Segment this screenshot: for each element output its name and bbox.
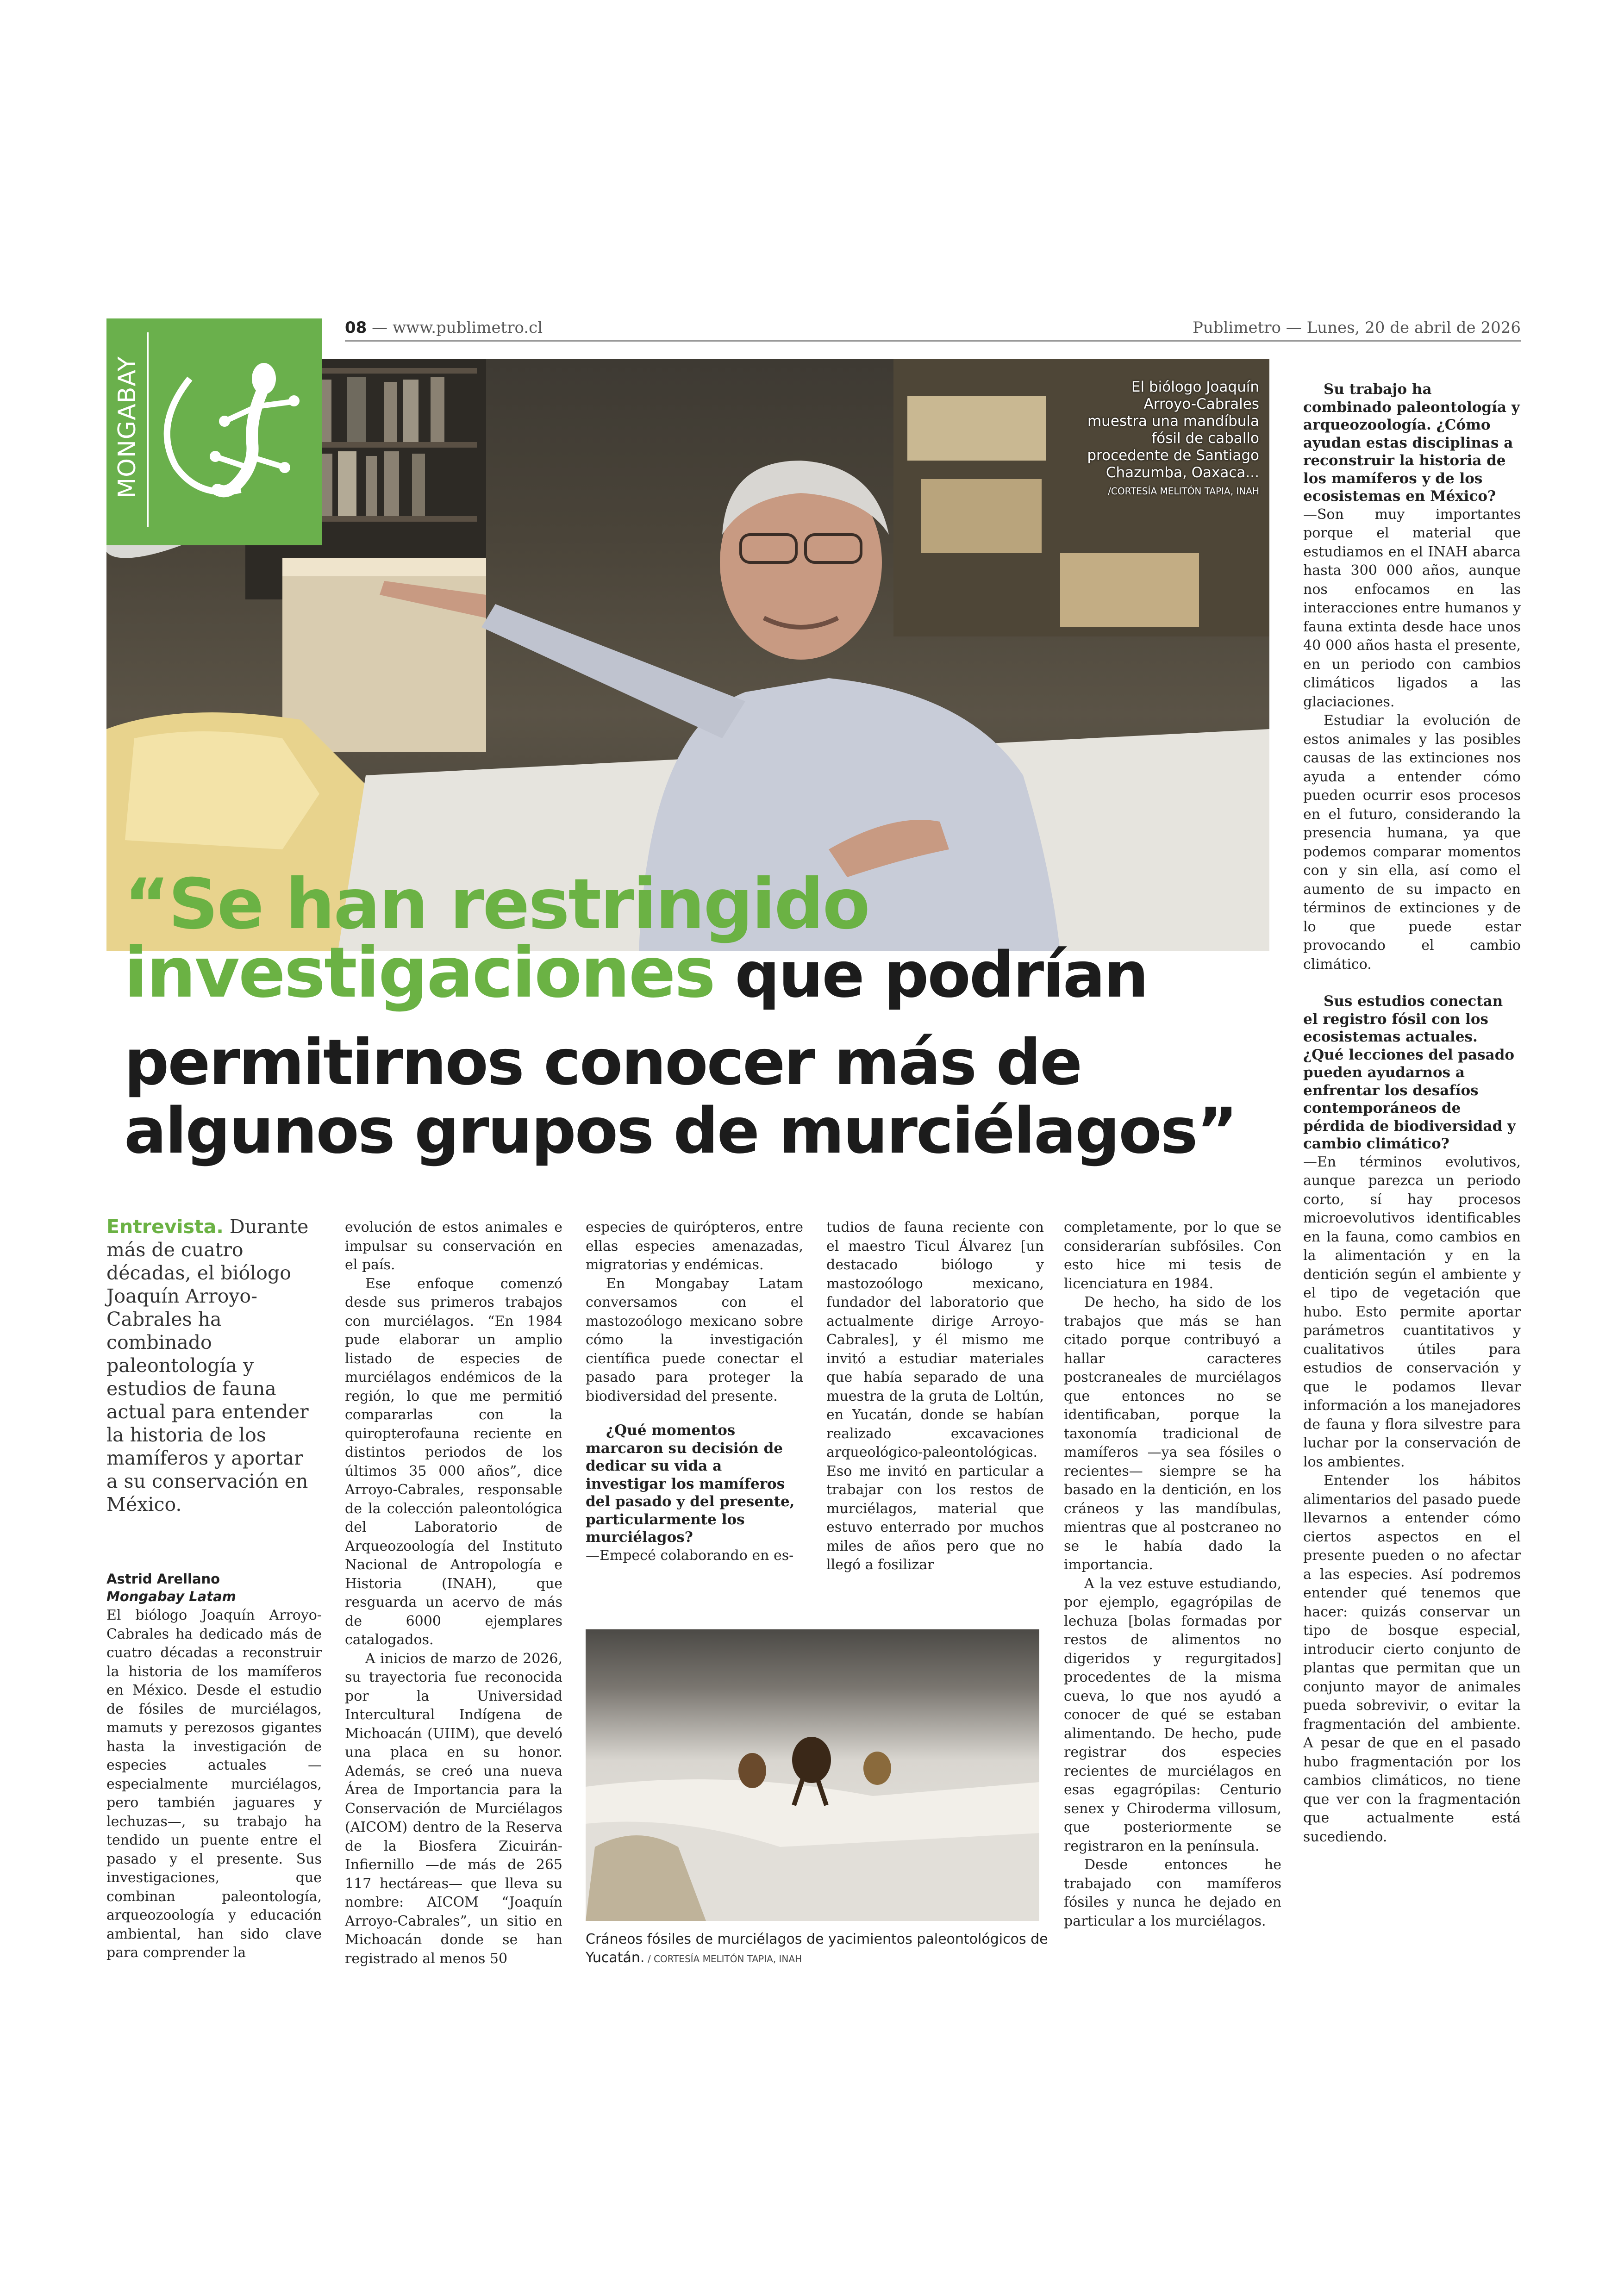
main-photo-credit: /CORTESÍA MELITÓN TAPIA, INAH [1108,486,1259,497]
body-column-5 [1064,1218,1281,1931]
intro-text: Durante más de cuatro décadas, el biólogo Joaquín Arroyo-Cabrales ha combinado paleontología y estudios de fauna actual para entender la historia de los mamíferos y aportar a su conservación en México. [106,1216,309,1515]
section-divider [147,332,149,527]
gecko-logo-icon [157,351,310,518]
section-label-wrap [111,328,144,527]
body-paragraph: Estudiar la evolución de estos animales y las posibles causas de las extinciones nos ayuda a entender cómo pueden ocurrir esos procesos en el futuro, considerando la presencia humana, ya que podemos comparar momentos con y sin ella, así como el aumento de su impacto en términos de extinciones y de lo que puede estar provocando el cambio climático. [1303,712,1521,973]
section-badge [106,318,322,545]
headline-line-2 [124,933,1258,1029]
body-paragraph: Desde entonces he trabajado con mamíferos fósiles y nunca he dejado en particular a los murciélagos. [1064,1857,1281,1929]
bat-skulls-credit: / CORTESÍA MELITÓN TAPIA, INAH [644,1953,802,1964]
body-paragraph: El biólogo Joaquín Arroyo-Cabrales ha dedicado más de cuatro décadas a reconstruir la historia de los mamíferos en México. Desde el estudio de fósiles de murciélagos, mamuts y perezosos gigantes hasta la investigación de especies actuales —especialmente murciélagos, pero también jaguares y lechuzas—, su trabajo ha tendido un puente entre el pasado y el presente. Sus investigaciones, que combinan paleontología, arqueozoología y educación ambiental, han sido clave para comprender la [106,1607,322,1961]
body-column-3 [586,1218,803,1565]
publication-name: Publimetro [1192,318,1281,337]
body-paragraph: —Empecé colaborando en es- [586,1547,794,1564]
body-paragraph: A la vez estuve estudiando, por ejemplo, egagrópilas de lechuza [bolas formadas por restos de alimentos no digeridos y regurgitados] procedentes de la misma cueva, lo que nos ayudó a conocer de qué se estaban alimentando. De hecho, pude registrar dos especies recientes de murciélagos en esas egagrópilas: Centurio senex y Chiroderma villosum, que posteriormente se registraron en la península. [1064,1575,1281,1854]
headline-line-3: permitirnos conocer más de [124,1026,1081,1099]
bat-skulls-illustration [586,1629,1039,1921]
byline-org: Mongabay Latam [106,1589,236,1604]
body-paragraph: A inicios de marzo de 2026, su trayectoria fue reconocida por la Universidad Intercultural Indígena de Michoacán (UIIM), que develó una placa en su honor. Además, se creó una nueva Área de Importancia para la Conservación de Murciélagos (AICOM) dentro de la Reserva de la Biosfera Zicuirán-Infiernillo —de más de 265 117 hectáreas— que lleva su nombre: AICOM “Joaquín Arroyo-Cabrales”, un sitio en Michoacán donde se han registrado al menos 50 [345,1650,562,1967]
headline-line-4: algunos grupos de murciélagos” [124,1095,1237,1168]
headline-line-2-rest: que podrían [714,939,1148,1012]
site-url[interactable]: www.publimetro.cl [392,318,543,337]
body-paragraph: —Son muy importantes porque el material que estudiamos en el INAH abarca hasta 300 000 años, aunque nos enfocamos en las interacciones entre humanos y fauna extinta desde hace unos 40 000 años hasta el presente, en un periodo con cambios climáticos ligados a las glaciaciones. [1303,506,1521,710]
body-paragraph: De hecho, ha sido de los trabajos que más se han citado porque contribuyó a hallar caracteres postcraneales de murciélagos que entonces no se identificaban, porque la taxonomía tradicional de mamíferos —ya sea fósiles o recientes— siempre se ha basado en la dentición, en los cráneos y las mandíbulas, mientras que al postcraneo no se le había dado la importancia. [1064,1294,1281,1573]
byline-author: Astrid Arellano [106,1571,220,1587]
body-column-1 [106,1606,322,1963]
page-number: 08 [345,318,367,337]
header-dash: — [372,318,393,337]
body-paragraph: En Mongabay Latam conversamos con el mastozoólogo mexicano sobre cómo la investigación científica puede conectar el pasado para proteger la biodiversidad del presente. [586,1275,803,1404]
page-header [345,318,1521,339]
body-paragraph: especies de quirópteros, entre ellas especies amenazadas, migratorias y endémicas. [586,1219,803,1273]
main-photo-caption [1083,379,1259,499]
header-right: Publimetro — Lunes, 20 de abril de 2026 [1192,318,1521,337]
interview-question-2: Su trabajo ha combinado paleontología y arqueozoología. ¿Cómo ayudan estas disciplinas a reconstruir la historia de los mamíferos y de los ecosistemas en México? [1303,381,1520,505]
body-column-4 [826,1218,1044,1575]
body-paragraph: Entender los hábitos alimentarios del pasado puede llevarnos a entender cómo ciertos aspectos en el presente pueden o no afectar a las especies. Así podremos entender qué tenemos que hacer: quizás conservar un tipo de bosque especial, introducir cierto conjunto de plantas que permitan que un conjunto mayor de animales pueda sobrevivir, o evitar la fragmentación del ambiente. A pesar de que en el pasado hubo fragmentación por los cambios climáticos, no tiene que ver con la fragmentación que actualmente está sucediendo. [1303,1472,1521,1845]
bat-skulls-caption-text: Cráneos fósiles de murciélagos de yacimientos paleontológicos de Yucatán. [586,1931,1048,1966]
interview-question-3: Sus estudios conectan el registro fósil con los ecosistemas actuales. ¿Qué lecciones del pasado pueden ayudarnos a enfrentar los desafíos contemporáneos de pérdida de biodiversidad y cambio climático? [1303,993,1516,1152]
body-column-2 [345,1218,562,1968]
main-photo-caption-text: El biólogo Joaquín Arroyo-Cabrales muestra una mandíbula fósil de caballo procedente de Santiago Chazumba, Oaxaca... [1087,379,1259,481]
headline [124,864,1258,1168]
headline-line-1: “Se han restringido [124,864,869,945]
headline-highlight: investigaciones [124,933,714,1013]
body-paragraph: —En términos evolutivos, aunque parezca un periodo corto, sí hay procesos microevolutivos identificables en la fauna, como cambios en la alimentación y en la dentición según el ambiente y el tipo de vegetación que hubo. Esto permite aportar parámetros cuantitativos y cualitativos útiles para estudios de conservación y que le podamos llevar información a los manejadores de fauna y flora silvestre para luchar por la conservación de los ambientes. [1303,1154,1521,1470]
interview-question-1: ¿Qué momentos marcaron su decisión de dedicar su vida a investigar los mamíferos del pasado y del presente, particularmente los murciélagos? [586,1422,795,1546]
intro-kicker: Entrevista. [106,1216,224,1238]
bat-skulls-caption [586,1930,1053,1968]
bat-skulls-photo [586,1629,1039,1921]
header-rule [345,340,1521,342]
body-paragraph: Ese enfoque comenzó desde sus primeros trabajos con murciélagos. “En 1984 pude elaborar un amplio listado de especies de murciélagos endémicos de la región, lo que me permitió compararlas con la quiropterofauna reciente en distintos periodos de los últimos 35 000 años”, dice Arroyo-Cabrales, responsable de la colección paleontológica del Laboratorio de Arqueozoología del Instituto Nacional de Antropología e Historia (INAH), que resguarda un acervo de más de 6000 ejemplares catalogados. [345,1275,562,1648]
body-paragraph: evolución de estos animales e impulsar su conservación en el país. [345,1219,562,1273]
body-paragraph: completamente, por lo que se considerarían subfósiles. Con esto hice mi tesis de licenciatura en 1984. [1064,1219,1281,1292]
intro-deck [106,1215,319,1516]
body-column-6 [1303,380,1521,1846]
byline [106,1570,319,1605]
body-paragraph: tudios de fauna reciente con el maestro Ticul Álvarez [un destacado biólogo y mastozoólogo mexicano, fundador del laboratorio que actualmente dirige Arroyo-Cabrales], y él mismo me invitó a estudiar materiales que había separado de una muestra de la gruta de Loltún, en Yucatán, donde se habían realizado excavaciones arqueológico-paleontológicas. Eso me invitó en particular a trabajar con los restos de murciélagos, material que estuvo enterrado por muchos miles de años pero que no llegó a fosilizar [826,1219,1044,1573]
issue-date: Lunes, 20 de abril de 2026 [1306,318,1521,337]
section-label: MONGABAY [113,356,142,499]
